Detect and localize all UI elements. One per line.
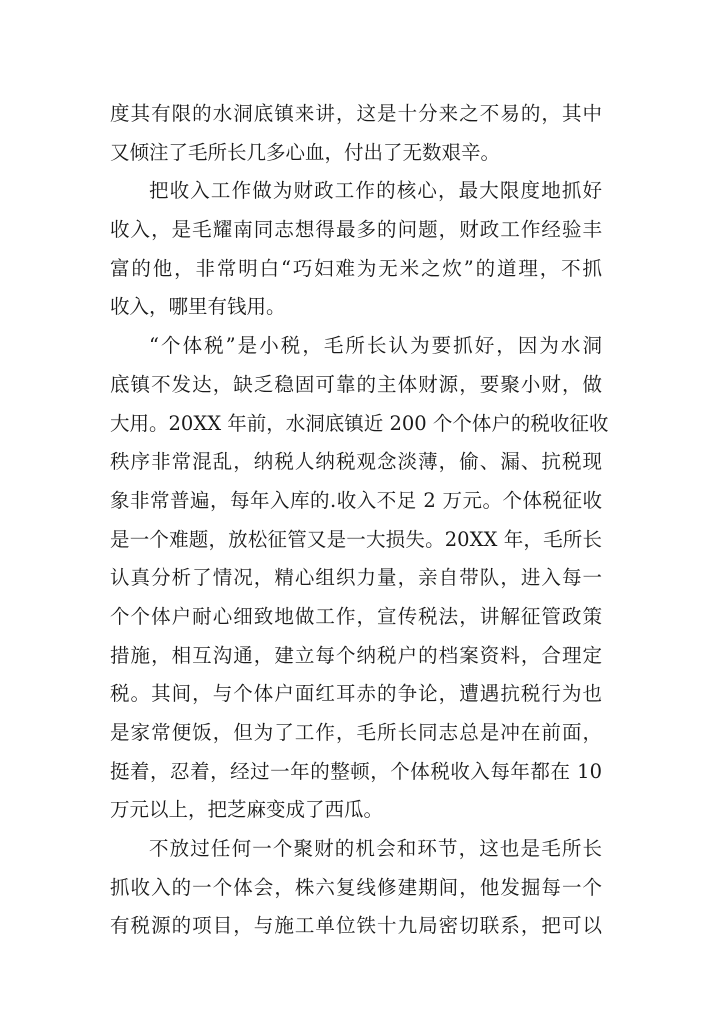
paragraph-4 xyxy=(110,830,602,946)
text-line: “个体税”是小税，毛所长认为要抓好，因为水洞 xyxy=(149,334,602,358)
paragraph-3 xyxy=(110,327,609,830)
text-line: 是家常便饭，但为了工作，毛所长同志总是冲在前面， xyxy=(110,721,602,744)
text-line: 象非常普遍，每年入库的.收入不足 2 万元。个体税征收 xyxy=(110,488,602,512)
text-line: 底镇不发达，缺乏稳固可靠的主体财源，要聚小财，做 xyxy=(110,372,602,396)
text-line: 富的他，非常明白“巧妇难为无米之炊”的道理，不抓 xyxy=(110,256,602,280)
text-line: 挺着，忍着，经过一年的整顿，个体税收入每年都在 10 xyxy=(110,759,602,783)
document-body xyxy=(110,95,609,946)
text-line: 又倾注了毛所长几多心血，付出了无数艰辛。 xyxy=(110,140,501,164)
text-line: 秩序非常混乱，纳税人纳税观念淡薄，偷、漏、抗税现 xyxy=(110,450,602,474)
text-line: 个个体户耐心细致地做工作，宣传税法，讲解征管政策 xyxy=(110,604,602,628)
text-line: 把收入工作做为财政工作的核心，最大限度地抓好 xyxy=(149,179,602,203)
text-line: 有税源的项目，与施工单位铁十九局密切联系，把可以 xyxy=(110,914,602,938)
text-line: 认真分析了情况，精心组织力量，亲自带队，进入每一 xyxy=(110,566,602,590)
text-line: 收入，是毛耀南同志想得最多的问题，财政工作经验丰 xyxy=(110,218,602,242)
text-line: 度其有限的水洞底镇来讲，这是十分来之不易的，其中 xyxy=(110,102,602,125)
paragraph-1 xyxy=(110,95,602,172)
text-line: 是一个难题，放松征管又是一大损失。20XX 年，毛所长 xyxy=(110,527,602,551)
text-line: 万元以上，把芝麻变成了西瓜。 xyxy=(110,798,384,822)
text-line: 措施，相互沟通，建立每个纳税户的档案资料，合理定 xyxy=(110,643,602,667)
text-line: 不放过任何一个聚财的机会和环节，这也是毛所长 xyxy=(149,837,602,861)
text-line: 税。其间，与个体户面红耳赤的争论，遭遇抗税行为也 xyxy=(110,682,602,706)
paragraph-2 xyxy=(110,172,602,327)
text-line: 收入，哪里有钱用。 xyxy=(110,295,286,319)
text-line: 抓收入的一个体会，株六复线修建期间，他发掘每一个 xyxy=(110,875,602,899)
text-line: 大用。20XX 年前，水洞底镇近 200 个个体户的税收征收 xyxy=(110,411,609,435)
